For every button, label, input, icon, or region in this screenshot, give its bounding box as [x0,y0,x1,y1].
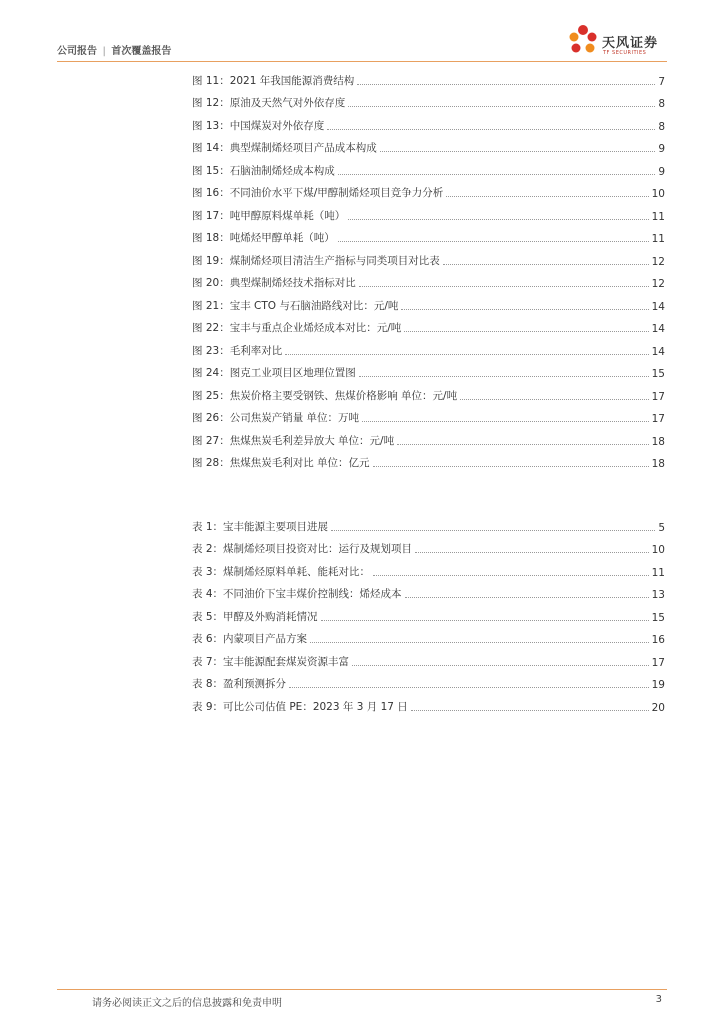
table-entry[interactable] [192,649,665,672]
table-entry-page: 19 [651,679,665,691]
figure-entry[interactable] [192,68,665,91]
page-number: 3 [655,994,662,1005]
figure-entry[interactable] [192,428,665,451]
logo-chinese-name: 天风证券 [602,36,659,51]
dot-leader [338,241,649,242]
dot-leader [310,642,649,643]
figure-entry-page: 14 [651,345,665,358]
dot-leader [359,376,649,377]
dot-leader [362,421,649,422]
table-entry[interactable] [192,694,665,717]
dot-leader [411,710,649,711]
figures-index [192,68,665,473]
figure-entry-page: 12 [651,278,665,290]
figure-entry-page: 17 [651,390,665,403]
figure-entry-title: 图 12：原油及天然气对外依存度 [192,97,346,109]
table-entry-page: 10 [651,544,665,556]
dot-leader [352,665,649,666]
dot-leader [397,444,649,445]
table-entry-page: 17 [651,656,665,669]
dot-leader [348,219,648,220]
dot-leader [338,174,656,175]
figure-entry-title: 图 26：公司焦炭产销量 单位：万吨 [192,412,360,424]
table-entry-title: 表 4：不同油价下宝丰煤价控制线：烯烃成本 [192,588,402,600]
report-subtype: 首次覆盖报告 [111,46,172,57]
figure-entry-title: 图 22：宝丰与重点企业烯烃成本对比：元/吨 [192,322,402,334]
figure-entry[interactable] [192,338,665,361]
figure-entry-title: 图 21：宝丰 CTO 与石脑油路线对比：元/吨 [192,299,399,312]
figure-entry-title: 图 28：焦煤焦炭毛利对比 单位：亿元 [192,457,370,469]
figure-entry-page: 14 [651,323,665,335]
table-entry-title: 表 6：内蒙项目产品方案 [192,633,308,645]
figure-entry[interactable] [192,316,665,339]
figure-entry-title: 图 23：毛利率对比 [192,344,283,357]
figure-entry-page: 17 [651,413,665,425]
dot-leader [285,354,648,355]
figure-entry-title: 图 13：中国煤炭对外依存度 [192,119,325,132]
dot-leader [373,466,649,467]
disclaimer-text: 请务必阅读正文之后的信息披露和免责申明 [92,998,282,1009]
header-separator: | [102,46,106,57]
dot-leader [331,530,655,531]
table-entry-page: 13 [651,589,665,601]
figure-entry-page: 7 [658,75,665,88]
figure-entry-page: 15 [651,368,665,380]
dot-leader [357,84,655,85]
figure-entry[interactable] [192,451,665,474]
table-entry-page: 20 [651,701,665,714]
report-type [57,42,171,57]
logo-english-name: TF SECURITIES [603,50,647,56]
table-entry-title: 表 8：盈利预测拆分 [192,678,287,690]
figure-entry[interactable] [192,248,665,271]
figure-entry-page: 8 [658,120,665,133]
figure-entry-title: 图 11：2021 年我国能源消费结构 [192,74,355,87]
figure-entry-title: 图 25：焦炭价格主要受钢铁、焦煤价格影响 单位：元/吨 [192,389,458,402]
figure-entry-page: 12 [651,255,665,268]
table-entry-title: 表 5：甲醇及外购消耗情况 [192,610,318,623]
figure-entry-title: 图 16：不同油价水平下煤/甲醇制烯烃项目竞争力分析 [192,187,444,199]
dot-leader [321,620,649,621]
figure-entry-title: 图 19：煤制烯烃项目清洁生产指标与同类项目对比表 [192,254,440,267]
table-entry[interactable] [192,672,665,695]
table-entry-page: 16 [651,634,665,646]
figure-entry-page: 9 [658,165,665,178]
dot-leader [373,575,649,576]
dot-leader [327,129,655,130]
figure-entry[interactable] [192,293,665,316]
figure-entry-title: 图 20：典型煤制烯烃技术指标对比 [192,277,356,289]
figure-entry-page: 18 [651,435,665,448]
figure-entry-title: 图 24：图克工业项目区地理位置图 [192,367,356,379]
dot-leader [460,399,649,400]
dot-leader [401,309,648,310]
figure-entry[interactable] [192,181,665,204]
logo-flower-icon [565,22,601,62]
figure-entry-page: 18 [651,458,665,470]
figure-entry[interactable] [192,113,665,136]
figure-entry-title: 图 14：典型煤制烯烃项目产品成本构成 [192,142,377,154]
figure-entry-page: 11 [651,233,665,245]
table-entry-title: 表 1：宝丰能源主要项目进展 [192,520,329,533]
header-divider [57,61,667,62]
figure-entry[interactable] [192,406,665,429]
table-entry[interactable] [192,559,665,582]
table-entry[interactable] [192,582,665,605]
figure-entry[interactable] [192,361,665,384]
footer-divider [57,989,667,990]
company-logo [565,22,667,62]
figure-entry[interactable] [192,271,665,294]
figure-entry[interactable] [192,226,665,249]
table-entry-title: 表 7：宝丰能源配套煤炭资源丰富 [192,655,350,668]
dot-leader [446,196,648,197]
figure-entry[interactable] [192,136,665,159]
table-entry-page: 5 [658,521,665,534]
figure-entry-page: 10 [651,188,665,200]
table-entry-title: 表 2：煤制烯烃项目投资对比：运行及规划项目 [192,543,413,555]
table-entry-title: 表 9：可比公司估值 PE：2023 年 3 月 17 日 [192,700,408,713]
dot-leader [359,286,649,287]
dot-leader [405,597,649,598]
tables-index [192,514,665,717]
figure-entry[interactable] [192,203,665,226]
figure-entry-title: 图 18：吨烯烃甲醇单耗（吨） [192,232,335,244]
table-entry[interactable] [192,604,665,627]
figure-entry[interactable] [192,91,665,114]
dot-leader [415,552,649,553]
figure-entry-page: 8 [658,98,665,110]
table-entry[interactable] [192,514,665,537]
figure-entry[interactable] [192,383,665,406]
table-entry[interactable] [192,627,665,650]
dot-leader [443,264,649,265]
report-category: 公司报告 [57,46,97,57]
figure-entry[interactable] [192,158,665,181]
figure-entry-page: 9 [658,143,665,155]
figure-entry-page: 11 [651,210,665,223]
table-entry-page: 15 [651,611,665,624]
dot-leader [348,106,655,107]
figure-entry-title: 图 17：吨甲醇原料煤单耗（吨） [192,209,346,222]
dot-leader [404,331,648,332]
table-entry-page: 11 [651,566,665,579]
figure-entry-page: 14 [651,300,665,313]
table-entry-title: 表 3：煤制烯烃原料单耗、能耗对比： [192,565,371,578]
table-entry[interactable] [192,537,665,560]
figure-entry-title: 图 15：石脑油制烯烃成本构成 [192,164,335,177]
dot-leader [289,687,649,688]
figure-entry-title: 图 27：焦煤焦炭毛利差异放大 单位：元/吨 [192,434,395,447]
dot-leader [380,151,656,152]
